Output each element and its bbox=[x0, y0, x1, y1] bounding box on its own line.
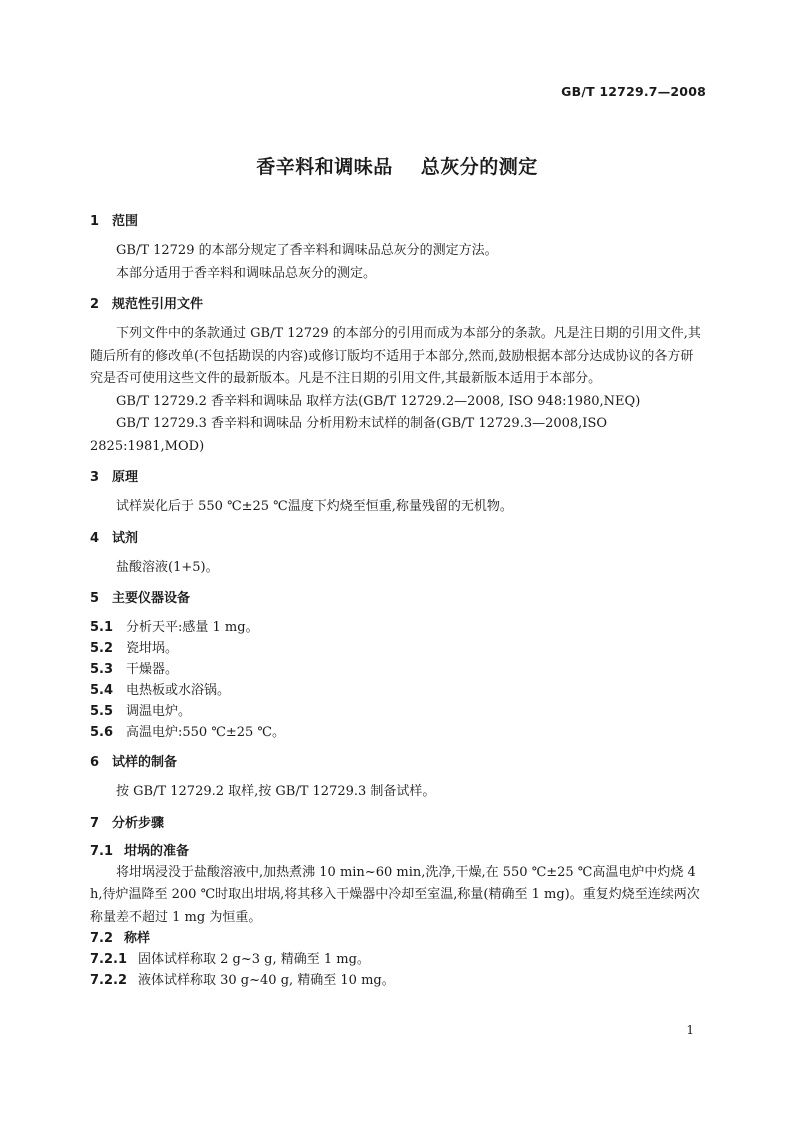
paragraph: 将坩埚浸没于盐酸溶液中,加热煮沸 10 min~60 min,洗净,干燥,在 550 ℃±25 ℃高温电炉中灼烧 4 h,待炉温降至 200 ℃时取出坩埚,将其移入干燥器中冷却至室温,称量(精确至 1 mg)。重复灼烧至连续两次称量差不超过 1 mg 为恒重。 bbox=[90, 864, 700, 925]
item-number: 5.4 bbox=[90, 683, 114, 698]
item-text: 瓷坩埚。 bbox=[126, 641, 179, 656]
section-title: 规范性引用文件 bbox=[112, 297, 204, 312]
list-item bbox=[90, 701, 706, 722]
section-number: 1 bbox=[90, 214, 100, 229]
list-item bbox=[90, 949, 706, 970]
item-number: 7.2.2 bbox=[90, 973, 128, 988]
paragraph: 试样炭化后于 550 ℃±25 ℃温度下灼烧至恒重,称量残留的无机物。 bbox=[116, 499, 513, 514]
item-number: 5.3 bbox=[90, 662, 114, 677]
item-number: 5.6 bbox=[90, 725, 114, 740]
subsection-title: 坩埚的准备 bbox=[124, 843, 190, 859]
section-heading-6 bbox=[90, 753, 706, 773]
document-body bbox=[90, 212, 706, 991]
item-text: 液体试样称取 30 g~40 g, 精确至 10 mg。 bbox=[138, 973, 395, 988]
list-item bbox=[90, 680, 706, 701]
list-item bbox=[90, 722, 706, 743]
paragraph: 本部分适用于香辛料和调味品总灰分的测定。 bbox=[116, 265, 377, 281]
section-title: 主要仪器设备 bbox=[112, 591, 191, 606]
section-title: 试样的制备 bbox=[112, 755, 178, 770]
list-item bbox=[90, 970, 706, 991]
subsection-number: 7.1 bbox=[90, 843, 114, 859]
section-heading-1 bbox=[90, 212, 706, 232]
item-text: 调温电炉。 bbox=[126, 704, 192, 719]
subsection-number: 7.2 bbox=[90, 931, 114, 946]
subsection-heading-7-2 bbox=[90, 929, 706, 949]
section-number: 2 bbox=[90, 297, 100, 312]
paragraph: 盐酸溶液(1+5)。 bbox=[116, 559, 219, 575]
paragraph: 按 GB/T 12729.2 取样,按 GB/T 12729.3 制备试样。 bbox=[116, 784, 436, 799]
section-number: 4 bbox=[90, 530, 100, 546]
paragraph: 下列文件中的条款通过 GB/T 12729 的本部分的引用而成为本部分的条款。凡是注日期的引用文件,其随后所有的修改单(不包括勘误的内容)或修订版均不适用于本部分,然而,鼓励根据本部分达成协议的各方研究是否可使用这些文件的最新版本。凡是不注日期的引用文件,其最新版本适用于本部分。 bbox=[90, 326, 701, 386]
list-item bbox=[90, 617, 706, 638]
page-number: 1 bbox=[686, 1023, 694, 1037]
section-number: 7 bbox=[90, 815, 100, 831]
reference-item: GB/T 12729.3 香辛料和调味品 分析用粉末试样的制备(GB/T 12729.3—2008,ISO 2825:1981,MOD) bbox=[90, 416, 608, 454]
item-number: 7.2.1 bbox=[90, 952, 128, 967]
list-item bbox=[90, 659, 706, 680]
item-number: 5.2 bbox=[90, 641, 114, 656]
section-heading-7 bbox=[90, 814, 706, 834]
item-text: 分析天平:感量 1 mg。 bbox=[126, 620, 259, 635]
list-item bbox=[90, 638, 706, 659]
section-title: 范围 bbox=[112, 214, 139, 229]
section-number: 6 bbox=[90, 755, 100, 770]
item-text: 固体试样称取 2 g~3 g, 精确至 1 mg。 bbox=[138, 952, 370, 967]
document-title bbox=[0, 152, 794, 179]
section-heading-5 bbox=[90, 589, 706, 609]
item-text: 高温电炉:550 ℃±25 ℃。 bbox=[126, 725, 285, 740]
standard-code: GB/T 12729.7—2008 bbox=[561, 84, 706, 99]
section-title: 分析步骤 bbox=[112, 815, 165, 831]
subsection-heading-7-1 bbox=[90, 842, 706, 862]
section-heading-4 bbox=[90, 529, 706, 549]
section-heading-3 bbox=[90, 468, 706, 488]
title-part-2: 总灰分的测定 bbox=[420, 156, 538, 178]
item-number: 5.1 bbox=[90, 620, 114, 635]
section-heading-2 bbox=[90, 295, 706, 315]
section-number: 3 bbox=[90, 470, 100, 485]
item-text: 干燥器。 bbox=[126, 662, 179, 677]
item-text: 电热板或水浴锅。 bbox=[126, 683, 231, 698]
section-title: 原理 bbox=[112, 470, 139, 485]
reference-item: GB/T 12729.2 香辛料和调味品 取样方法(GB/T 12729.2—2008, ISO 948:1980,NEQ) bbox=[116, 393, 641, 409]
subsection-title: 称样 bbox=[124, 931, 151, 946]
paragraph: GB/T 12729 的本部分规定了香辛料和调味品总灰分的测定方法。 bbox=[116, 243, 498, 258]
section-title: 试剂 bbox=[112, 530, 139, 546]
section-number: 5 bbox=[90, 591, 100, 606]
item-number: 5.5 bbox=[90, 704, 114, 719]
title-part-1: 香辛料和调味品 bbox=[256, 156, 393, 178]
